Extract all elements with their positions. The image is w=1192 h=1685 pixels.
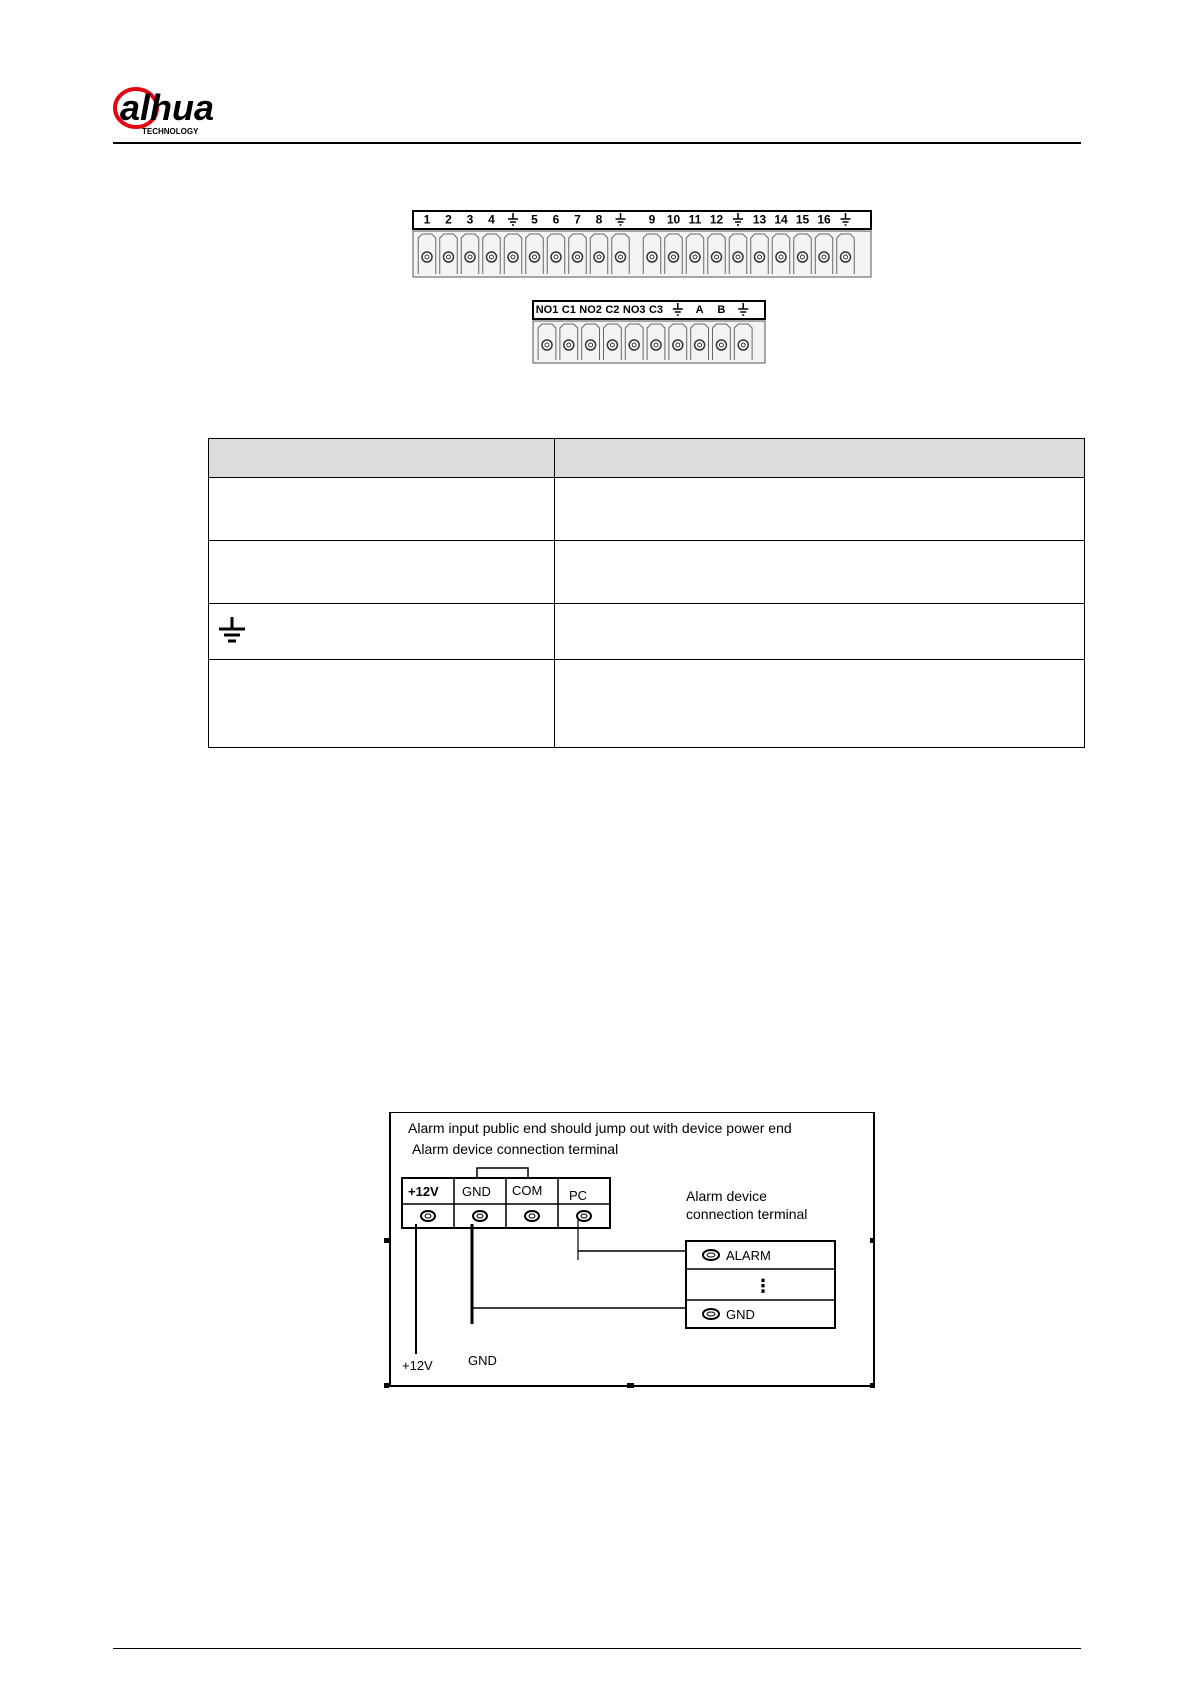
dahua-logo (112, 82, 272, 138)
terminal-number-label: 5 (531, 212, 538, 227)
bottom-gnd-label: GND (468, 1353, 497, 1368)
table-header-description (555, 439, 1085, 478)
table-cell (209, 541, 555, 604)
logo-subtitle: TECHNOLOGY (142, 127, 199, 136)
terminal-number-label: C2 (605, 304, 620, 317)
port-description-table (208, 438, 1085, 748)
terminal-label: PC (569, 1188, 588, 1203)
terminal-number-label: 2 (445, 212, 452, 227)
device-gnd-label: GND (726, 1307, 755, 1322)
terminal-number-label: NO2 (579, 304, 602, 317)
ground-icon (217, 615, 247, 645)
header-rule (113, 142, 1081, 144)
terminal-number-label: 16 (817, 212, 831, 227)
alarm-input-terminal-strip (412, 210, 872, 282)
bottom-12v-label: +12V (402, 1358, 433, 1373)
device-alarm-label: ALARM (726, 1248, 771, 1263)
logo-wordmark: alhua (120, 87, 215, 128)
terminal-number-label: 7 (574, 212, 581, 227)
terminal-number-label: A (695, 304, 704, 317)
table-row (209, 604, 1085, 660)
alarm-wiring-diagram (384, 1112, 880, 1396)
frame-handle (384, 1238, 389, 1243)
terminal-number-label: 12 (709, 212, 724, 227)
terminal-number-label: 6 (552, 212, 560, 227)
terminal-number-label: 1 (423, 212, 431, 227)
terminal-number-label: 13 (752, 212, 767, 227)
table-cell (555, 478, 1085, 541)
table-header-port (209, 439, 555, 478)
terminal-number-label: 8 (595, 212, 603, 227)
terminal-number-label: C1 (561, 304, 576, 317)
diagram-title: Alarm input public end should jump out with device power end (408, 1120, 792, 1136)
terminal-number-label: 11 (688, 212, 702, 227)
table-cell (555, 604, 1085, 660)
device-label: Alarm device (686, 1188, 767, 1204)
table-cell (555, 541, 1085, 604)
table-row (209, 541, 1085, 604)
terminal-number-label: 4 (488, 212, 495, 227)
terminal-number-label: 9 (648, 212, 656, 227)
table-cell (209, 660, 555, 748)
terminal-number-label: NO1 (535, 304, 559, 317)
frame-handle (870, 1238, 875, 1243)
table-row (209, 478, 1085, 541)
frame-handle (870, 1383, 875, 1388)
terminal-number-label: 15 (795, 212, 810, 227)
table-cell (209, 604, 555, 660)
footer-rule (113, 1648, 1081, 1649)
table-row (209, 660, 1085, 748)
terminal-number-label: 3 (466, 212, 474, 227)
terminal-label: GND (462, 1184, 491, 1199)
ellipsis-icon: ⋮ (754, 1276, 772, 1296)
terminal-label: +12V (408, 1184, 439, 1199)
device-label: connection terminal (686, 1206, 808, 1222)
terminal-number-label: 14 (774, 212, 788, 227)
terminal-number-label: NO3 (622, 304, 646, 317)
terminal-label: COM (512, 1183, 543, 1198)
diagram-subtitle: Alarm device connection terminal (412, 1141, 619, 1157)
frame-handle (627, 1383, 634, 1388)
frame-handle (384, 1383, 389, 1388)
alarm-output-terminal-strip (532, 300, 766, 368)
table-cell (555, 660, 1085, 748)
terminal-number-label: C3 (648, 304, 664, 317)
terminal-number-label: B (717, 304, 726, 317)
table-cell (209, 478, 555, 541)
terminal-number-label: 10 (666, 212, 681, 227)
